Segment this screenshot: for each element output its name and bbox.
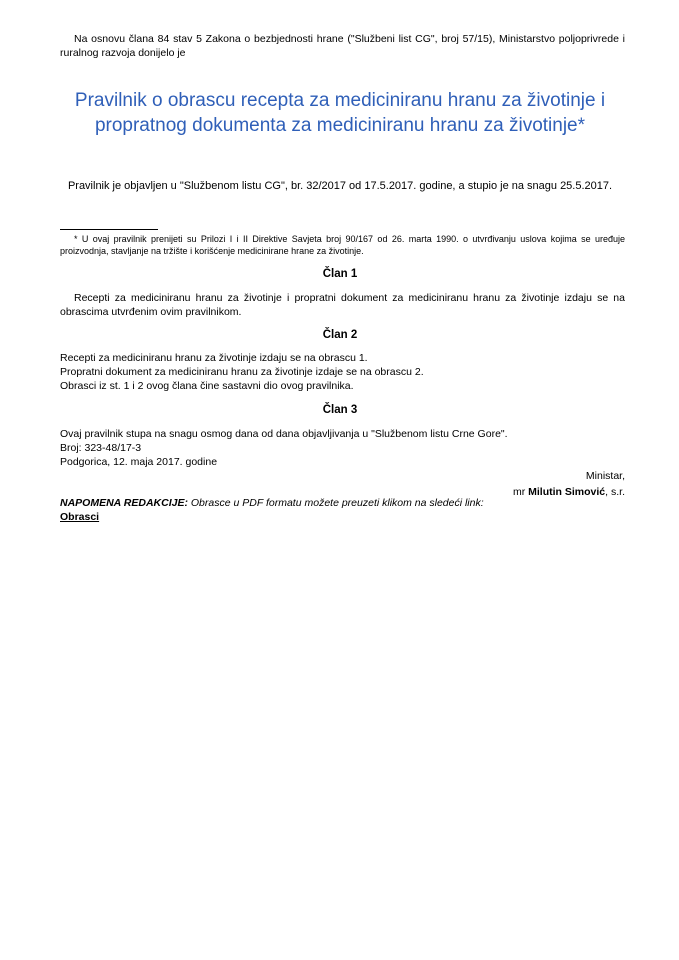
document-title: Pravilnik o obrascu recepta za mediciniranu hranu za životinje i propratnog dokumenta za mediciniranu hranu za životinje*	[74, 90, 606, 136]
article-3-heading: Član 3	[322, 404, 358, 416]
signature-prefix: mr	[512, 486, 529, 498]
article-1-heading: Član 1	[322, 268, 358, 280]
registry-number: Broj: 323-48/17-3	[60, 442, 142, 454]
editorial-note	[60, 496, 625, 524]
publication-info: Pravilnik je objavljen u "Službenom listu CG", br. 32/2017 od 17.5.2017. godine, a stupio je na snagu 25.5.2017.	[67, 180, 613, 192]
article-1-text	[60, 291, 625, 319]
forms-link[interactable]: Obrasci	[60, 511, 100, 523]
place-date: Podgorica, 12. maja 2017. godine	[60, 456, 218, 468]
signature-suffix: , s.r.	[605, 486, 625, 498]
article-3-line: Ovaj pravilnik stupa na snagu osmog dana od dana objavljivanja u "Službenom listu Crne Gore".	[60, 428, 508, 440]
article-2-line: Obrasci iz st. 1 i 2 ovog člana čine sastavni dio ovog pravilnika.	[60, 380, 354, 392]
article-2-line: Propratni dokument za mediciniranu hranu za životinje izdaje se na obrascu 2.	[60, 366, 424, 378]
footnote-divider	[60, 229, 158, 230]
article-3-text	[60, 427, 625, 469]
preamble: Na osnovu člana 84 stav 5 Zakona o bezbjednosti hrane ("Službeni list CG", broj 57/15), Ministarstvo poljoprivrede i ruralnog razvoja donijelo je	[60, 33, 625, 59]
editorial-note-label: NAPOMENA REDAKCIJE:	[60, 497, 188, 509]
article-1-line: Recepti za mediciniranu hranu za životinje i propratni dokument za mediciniranu hranu za životinje izdaju se na obrascima utvrđenim ovim pravilnikom.	[60, 292, 625, 318]
editorial-note-text: Obrasce u PDF formatu možete preuzeti klikom na sledeći link:	[187, 497, 484, 509]
signature-role: Ministar,	[585, 470, 625, 482]
article-2-line: Recepti za mediciniranu hranu za životinje izdaju se na obrascu 1.	[60, 352, 368, 364]
signature-name: Milutin Simović	[528, 486, 606, 498]
footnote: * U ovaj pravilnik prenijeti su Prilozi I i II Direktive Savjeta broj 90/167 od 26. marta 1990. o utvrđivanju uslova kojima se uređuje proizvodnja, stavljanje na tržište i korišćenje medicinirane hrane za životinje.	[60, 234, 625, 256]
article-2-heading: Član 2	[322, 329, 358, 341]
article-2-text	[60, 351, 625, 393]
